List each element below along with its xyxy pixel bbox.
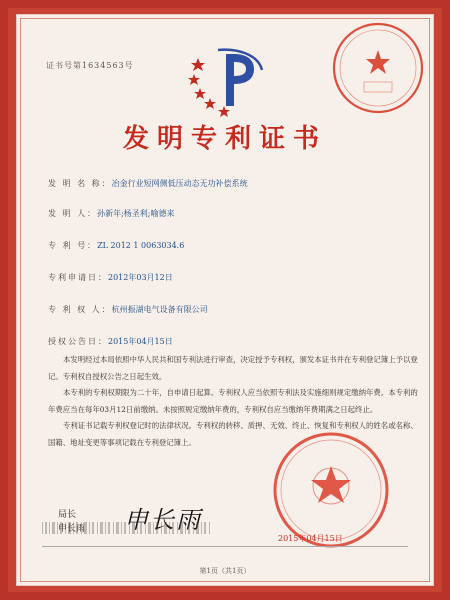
field-value: 孙新年;杨圣利;喻德来 <box>97 209 175 218</box>
field-label: 专利申请日： <box>48 273 108 282</box>
field-patent-number <box>48 240 184 251</box>
patent-office-seal-icon <box>330 20 426 116</box>
field-invention-name <box>48 178 248 189</box>
field-grant-date <box>48 336 173 347</box>
field-value: 2012年03月12日 <box>108 273 173 282</box>
director-name: 申长雨 <box>58 524 86 534</box>
patent-logo-icon <box>188 44 268 124</box>
certificate-number: 证书号第1634563号 <box>46 61 134 70</box>
footer-divider <box>42 546 408 547</box>
field-label: 专 利 号： <box>48 241 98 250</box>
field-application-date <box>48 272 173 283</box>
field-value: 冶金行业短网侧低压动态无功补偿系统 <box>111 179 248 188</box>
field-label: 发 明 名 称： <box>48 179 112 188</box>
field-patentee <box>48 304 208 315</box>
field-value: 2015年04月15日 <box>108 337 173 346</box>
director-title: 局长 <box>58 510 77 520</box>
signature-handwriting: 申长雨 <box>124 506 202 534</box>
page-title: 发明专利证书 <box>122 124 327 154</box>
body-paragraph: 本发明经过本局依照中华人民共和国专利法进行审查，决定授予专利权，颁发本证书并在专利登记簿上予以登记。专利权自授权公告之日起生效。 <box>48 355 418 381</box>
field-value: 杭州振湖电气设备有限公司 <box>111 305 208 314</box>
body-paragraph: 专利证书记载专利权登记时的法律状况。专利权的转移、质押、无效、终止、恢复和专利权人的姓名或名称、国籍、地址变更等事项记载在专利登记簿上。 <box>48 421 418 447</box>
field-inventors <box>48 208 174 219</box>
body-paragraph: 本专利的专利权期限为二十年，自申请日起算。专利权人应当依照专利法及实施细则规定缴纳年费。本专利的年费应当在每年03月12日前缴纳。未按照规定缴纳年费的，专利权自应当缴纳年费期满之日起终止。 <box>48 388 418 414</box>
field-label: 授权公告日： <box>48 337 108 346</box>
field-label: 发 明 人： <box>48 209 98 218</box>
page-number: 第1页（共1页） <box>199 567 251 575</box>
state-ip-office-seal-icon <box>256 420 406 550</box>
field-value: ZL 2012 1 0063034.6 <box>97 241 185 250</box>
barcode-icon <box>42 522 212 534</box>
seal-date: 2015年04月15日 <box>278 534 343 543</box>
field-label: 专 利 权 人： <box>48 305 112 314</box>
